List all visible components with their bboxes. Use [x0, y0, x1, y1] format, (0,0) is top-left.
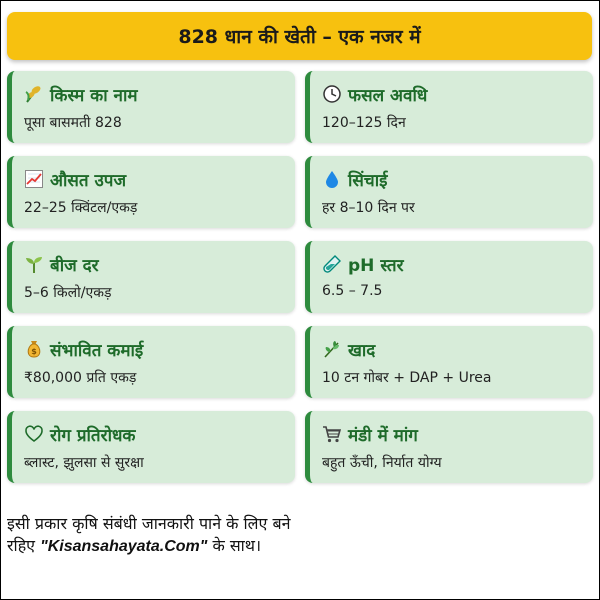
herb-icon	[322, 339, 342, 359]
card-average-yield	[7, 156, 295, 228]
card-value: बहुत ऊँची, निर्यात योग्य	[322, 455, 442, 471]
shopping-cart-icon	[322, 424, 342, 444]
card-title: संभावित कमाई	[50, 340, 144, 361]
card-value: 22–25 क्विंटल/एकड़	[24, 200, 138, 216]
test-tube-icon	[322, 254, 342, 274]
footer-text: इसी प्रकार कृषि संबंधी जानकारी पाने के लिए बने रहिए	[7, 514, 291, 555]
card-title: औसत उपज	[50, 170, 127, 191]
card-value: ₹80,000 प्रति एकड़	[24, 370, 137, 386]
card-crop-duration	[305, 71, 593, 143]
card-value: पूसा बासमती 828	[24, 115, 122, 131]
chart-up-icon	[24, 169, 44, 189]
footer-text-end: के साथ।	[207, 536, 262, 555]
card-title: बीज दर	[50, 255, 99, 276]
card-value: 6.5 – 7.5	[322, 283, 383, 299]
seedling-icon	[24, 254, 44, 274]
card-title: सिंचाई	[348, 170, 388, 191]
card-title: खाद	[348, 340, 376, 361]
water-drop-icon	[322, 169, 342, 189]
clock-icon	[322, 84, 342, 104]
card-seed-rate	[7, 241, 295, 313]
card-value: ब्लास्ट, झुलसा से सुरक्षा	[24, 455, 144, 471]
card-title: मंडी में मांग	[348, 425, 418, 446]
card-fertilizer	[305, 326, 593, 398]
footer-note	[7, 513, 307, 558]
rice-plant-icon	[24, 84, 44, 104]
svg-text:$: $	[31, 347, 37, 356]
card-ph-level	[305, 241, 593, 313]
card-disease-resistance	[7, 411, 295, 483]
card-variety-name	[7, 71, 295, 143]
card-title: रोग प्रतिरोधक	[50, 425, 136, 446]
card-irrigation	[305, 156, 593, 228]
card-value: 10 टन गोबर + DAP + Urea	[322, 370, 492, 386]
card-value: हर 8–10 दिन पर	[322, 200, 415, 216]
card-value: 120–125 दिन	[322, 115, 406, 131]
page-title	[7, 12, 592, 60]
card-title: किस्म का नाम	[50, 85, 138, 106]
heart-icon	[24, 424, 44, 444]
money-bag-icon	[24, 339, 44, 359]
card-market-demand	[305, 411, 593, 483]
card-title: फसल अवधि	[348, 85, 428, 106]
page-title-text: 828 धान की खेती – एक नजर में	[178, 26, 421, 48]
card-title: pH स्तर	[348, 255, 404, 276]
card-value: 5–6 किलो/एकड़	[24, 285, 112, 301]
footer-brand: "Kisansahayata.Com"	[40, 538, 208, 555]
card-expected-income	[7, 326, 295, 398]
